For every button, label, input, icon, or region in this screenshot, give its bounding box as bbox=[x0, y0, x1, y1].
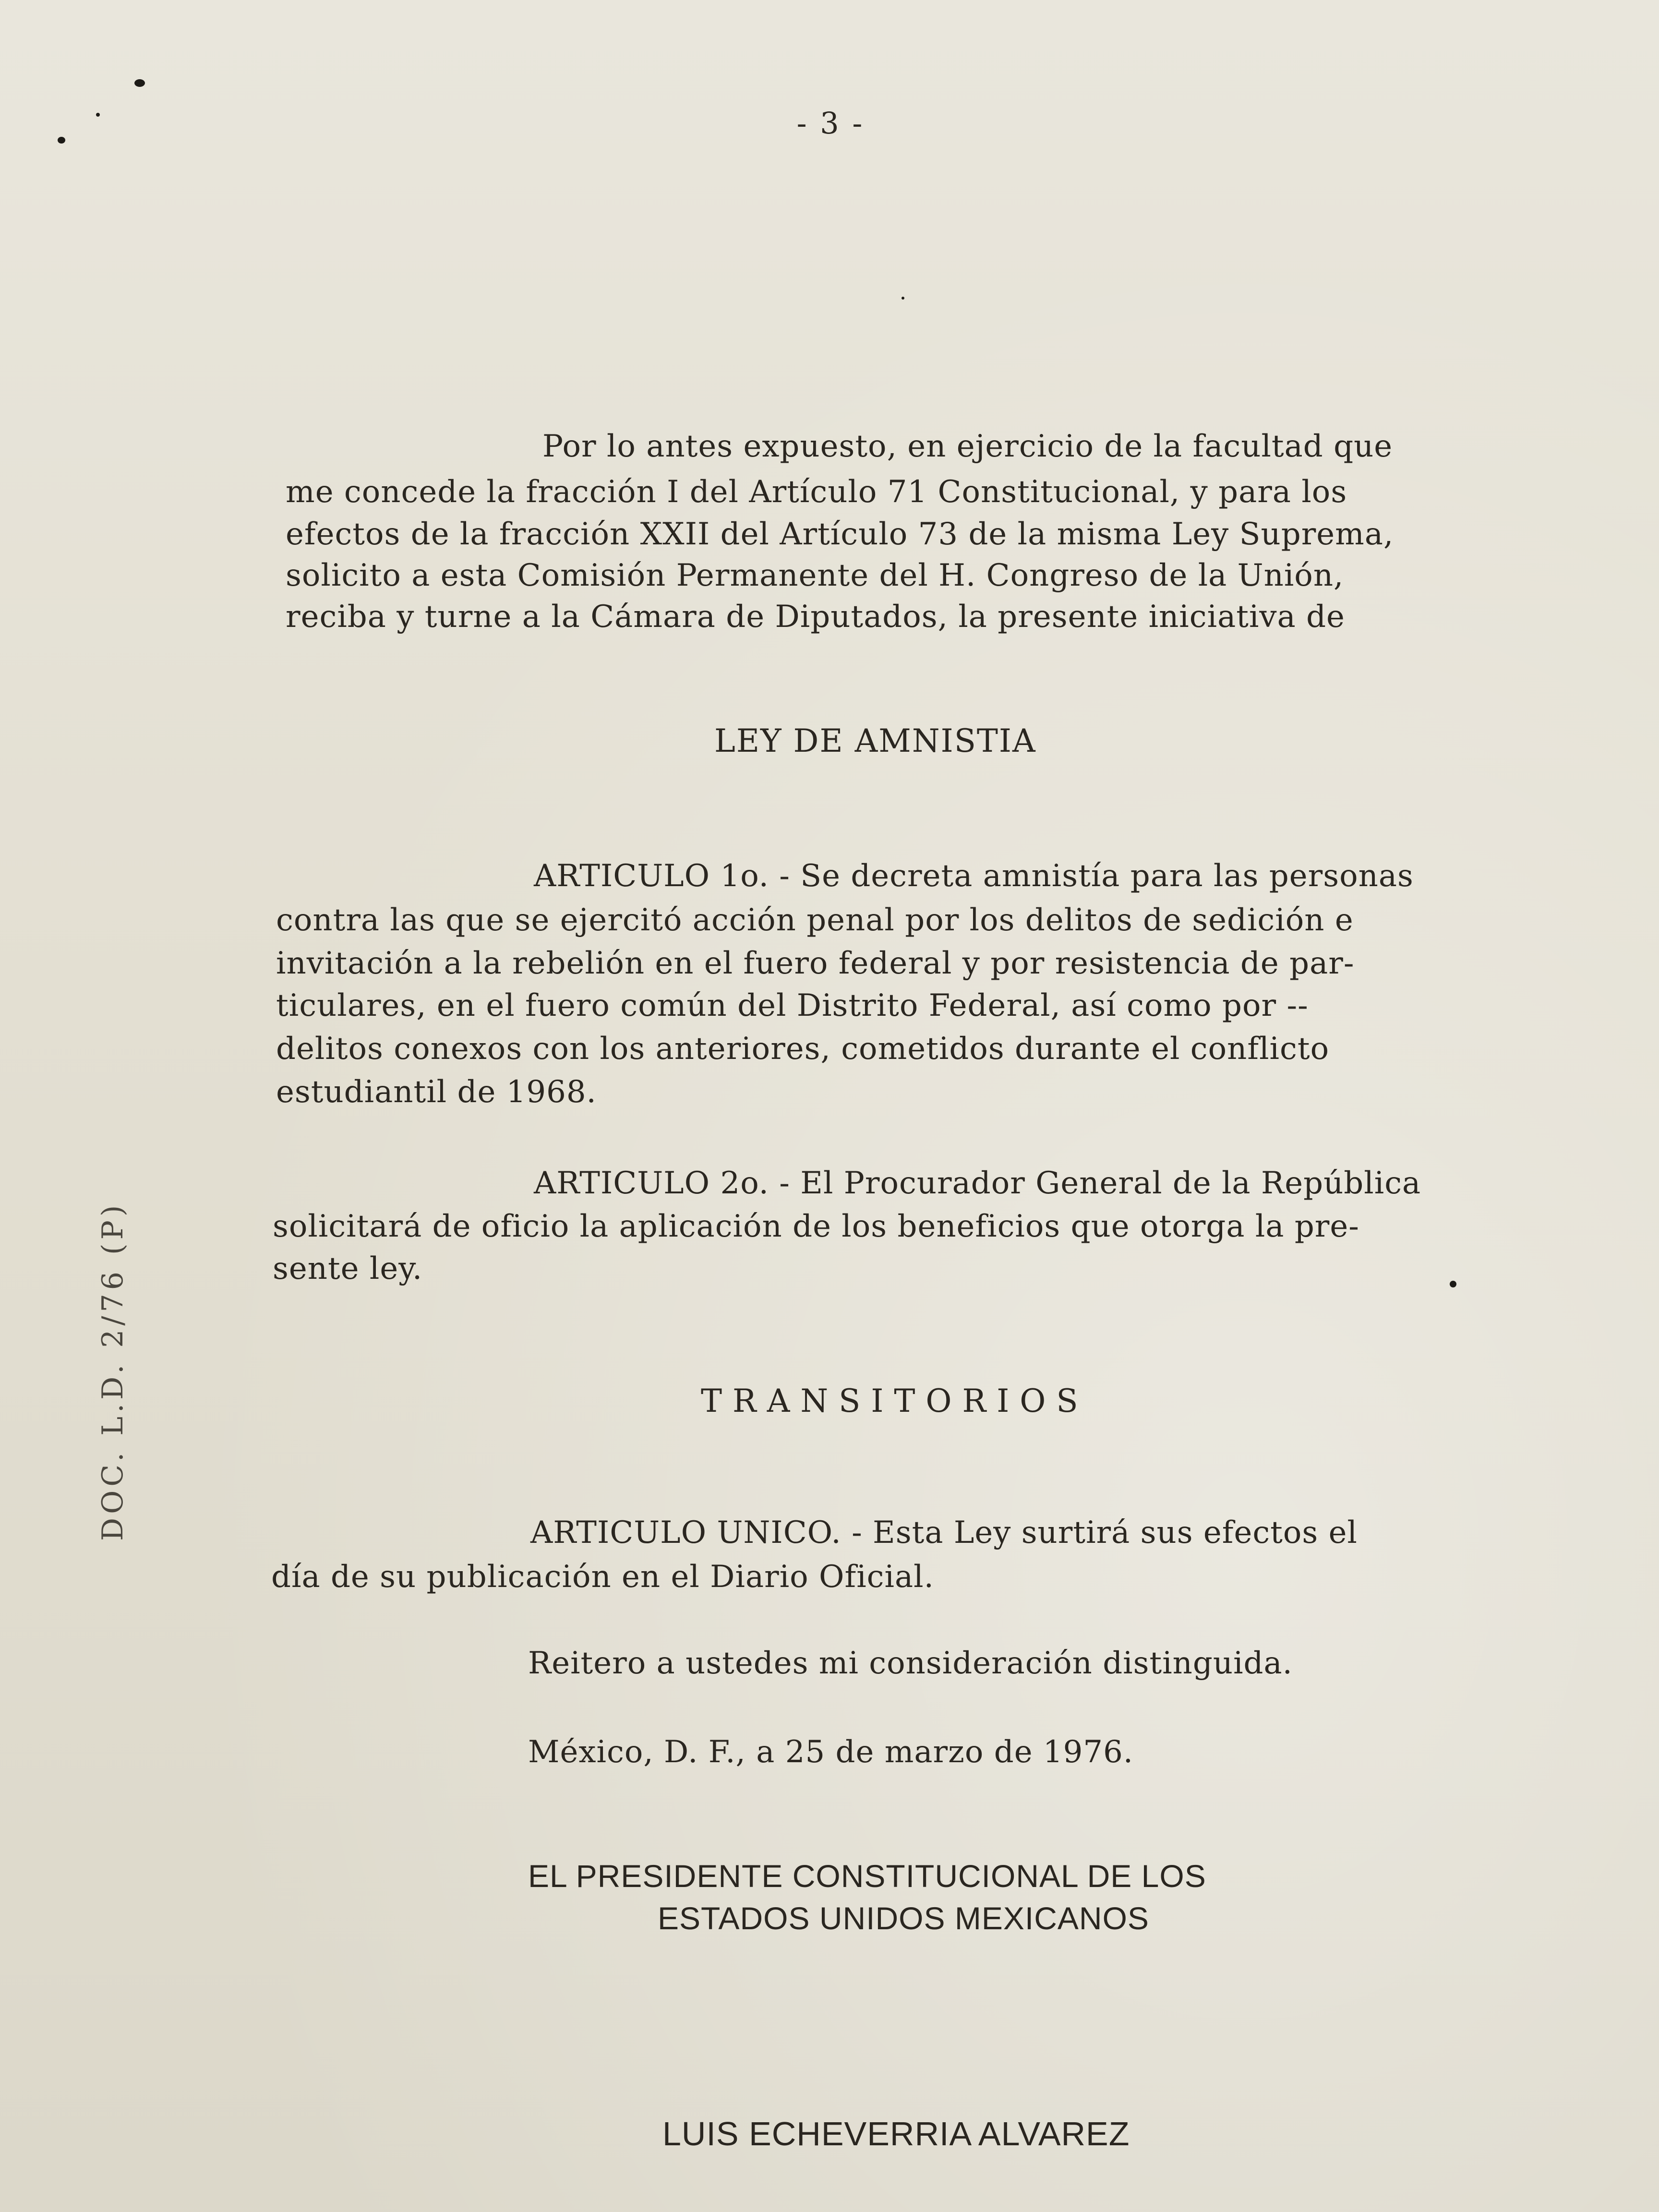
article-1-line-6: estudiantil de 1968. bbox=[276, 1074, 597, 1110]
signatory-name: LUIS ECHEVERRIA ALVAREZ bbox=[662, 2115, 1130, 2152]
page-number: - 3 - bbox=[796, 106, 865, 141]
ink-speck bbox=[96, 113, 100, 117]
ink-speck bbox=[134, 79, 145, 87]
transitorios-heading: TRANSITORIOS bbox=[701, 1382, 1089, 1419]
article-unico-line-1: ARTICULO UNICO. - Esta Ley surtirá sus efectos el bbox=[530, 1515, 1358, 1551]
ink-speck bbox=[902, 297, 904, 300]
intro-line-3: efectos de la fracción XXII del Artículo 73 de la misma Ley Suprema, bbox=[286, 517, 1394, 552]
article-2-line-1: ARTICULO 2o. - El Procurador General de la República bbox=[534, 1166, 1421, 1201]
intro-line-4: solicito a esta Comisión Permanente del H. Congreso de la Unión, bbox=[286, 558, 1344, 593]
president-title-line-2: ESTADOS UNIDOS MEXICANOS bbox=[658, 1900, 1149, 1936]
article-1-line-2: contra las que se ejercitó acción penal por los delitos de sedición e bbox=[276, 902, 1354, 938]
margin-document-reference: DOC. L.D. 2/76 (P) bbox=[96, 1201, 130, 1541]
ink-speck bbox=[58, 137, 65, 144]
date-line: México, D. F., a 25 de marzo de 1976. bbox=[528, 1734, 1134, 1770]
article-1-line-3: invitación a la rebelión en el fuero federal y por resistencia de par- bbox=[276, 946, 1355, 981]
intro-line-5: reciba y turne a la Cámara de Diputados, la presente iniciativa de bbox=[286, 599, 1345, 635]
intro-line-2: me concede la fracción I del Artículo 71 Constitucional, y para los bbox=[286, 474, 1347, 510]
article-1-line-1: ARTICULO 1o. - Se decreta amnistía para las personas bbox=[534, 858, 1414, 894]
intro-line-1: Por lo antes expuesto, en ejercicio de la facultad que bbox=[542, 429, 1393, 464]
ink-speck bbox=[1450, 1281, 1456, 1287]
article-1-line-4: ticulares, en el fuero común del Distrito Federal, así como por -- bbox=[276, 988, 1309, 1023]
article-1-line-5: delitos conexos con los anteriores, cometidos durante el conflicto bbox=[276, 1031, 1330, 1067]
article-2-line-3: sente ley. bbox=[273, 1251, 423, 1286]
article-2-line-2: solicitará de oficio la aplicación de los beneficios que otorga la pre- bbox=[273, 1209, 1359, 1244]
article-unico-line-2: día de su publicación en el Diario Oficial. bbox=[271, 1559, 934, 1595]
president-title-line-1: EL PRESIDENTE CONSTITUCIONAL DE LOS bbox=[528, 1858, 1206, 1894]
law-title: LEY DE AMNISTIA bbox=[714, 722, 1036, 759]
closing-line: Reitero a ustedes mi consideración distinguida. bbox=[528, 1646, 1293, 1681]
